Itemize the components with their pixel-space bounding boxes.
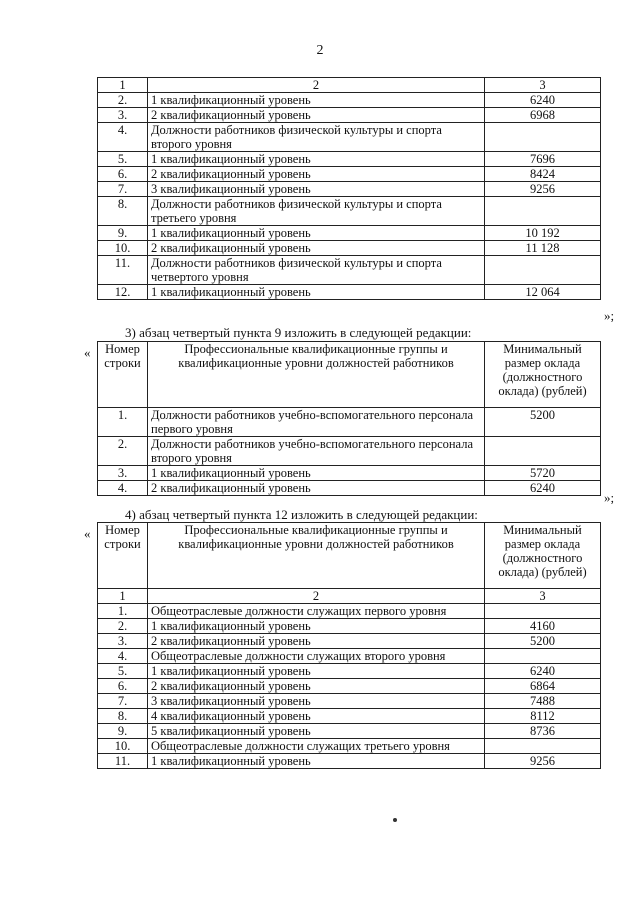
row-number: 7.: [98, 182, 148, 197]
header-row: [98, 342, 601, 408]
row-number: 3.: [98, 466, 148, 481]
row-number: 3.: [98, 634, 148, 649]
row-name: Общеотраслевые должности служащих третьего уровня: [148, 739, 485, 754]
row-number: 1.: [98, 408, 148, 437]
row-salary: [485, 123, 601, 152]
header-row-number: Номер строки: [98, 523, 148, 589]
row-salary: 6240: [485, 481, 601, 496]
row-name: 4 квалификационный уровень: [148, 709, 485, 724]
row-number: 11.: [98, 256, 148, 285]
header-groups: Профессиональные квалификационные группы и квалификационные уровни должностей работников: [148, 523, 485, 589]
table-row: [98, 619, 601, 634]
row-name: 3 квалификационный уровень: [148, 182, 485, 197]
row-salary: [485, 437, 601, 466]
table-3: [97, 522, 600, 769]
row-number: 8.: [98, 709, 148, 724]
row-name: Должности работников физической культуры и спорта четвертого уровня: [148, 256, 485, 285]
row-name: 1 квалификационный уровень: [148, 466, 485, 481]
table-row: [98, 285, 601, 300]
header-row: [98, 523, 601, 589]
col-number: 2: [148, 589, 485, 604]
row-name: 1 квалификационный уровень: [148, 664, 485, 679]
table-row: [98, 182, 601, 197]
row-number: 4.: [98, 481, 148, 496]
row-name: 2 квалификационный уровень: [148, 679, 485, 694]
row-number: 4.: [98, 123, 148, 152]
row-salary: 6968: [485, 108, 601, 123]
row-number: 2.: [98, 437, 148, 466]
row-salary: 9256: [485, 182, 601, 197]
column-number-row: [98, 78, 601, 93]
row-salary: [485, 604, 601, 619]
table-row: [98, 241, 601, 256]
row-salary: 9256: [485, 754, 601, 769]
row-salary: 8424: [485, 167, 601, 182]
row-number: 1.: [98, 604, 148, 619]
header-row-number: Номер строки: [98, 342, 148, 408]
row-name: 2 квалификационный уровень: [148, 634, 485, 649]
row-salary: 12 064: [485, 285, 601, 300]
header-salary: Минимальный размер оклада (должностного оклада) (рублей): [485, 523, 601, 589]
table-row: [98, 754, 601, 769]
row-salary: 5200: [485, 408, 601, 437]
row-name: 2 квалификационный уровень: [148, 167, 485, 182]
row-number: 12.: [98, 285, 148, 300]
row-salary: 7488: [485, 694, 601, 709]
row-salary: 5200: [485, 634, 601, 649]
row-number: 11.: [98, 754, 148, 769]
row-name: Должности работников учебно-вспомогательного персонала второго уровня: [148, 437, 485, 466]
row-name: 1 квалификационный уровень: [148, 152, 485, 167]
row-name: Должности работников физической культуры и спорта третьего уровня: [148, 197, 485, 226]
col-number: 3: [485, 589, 601, 604]
row-number: 5.: [98, 152, 148, 167]
row-name: Должности работников физической культуры и спорта второго уровня: [148, 123, 485, 152]
paragraph-3: 3) абзац четвертый пункта 9 изложить в следующей редакции:: [125, 325, 472, 340]
row-number: 5.: [98, 664, 148, 679]
row-salary: 5720: [485, 466, 601, 481]
row-number: 10.: [98, 739, 148, 754]
table-1: [97, 77, 600, 300]
row-salary: [485, 256, 601, 285]
row-number: 10.: [98, 241, 148, 256]
row-salary: 6864: [485, 679, 601, 694]
row-name: 2 квалификационный уровень: [148, 108, 485, 123]
row-salary: 6240: [485, 664, 601, 679]
table-row: [98, 466, 601, 481]
table-row: [98, 604, 601, 619]
row-name: 1 квалификационный уровень: [148, 619, 485, 634]
table-row: [98, 108, 601, 123]
row-name: 1 квалификационный уровень: [148, 754, 485, 769]
col-number: 1: [98, 589, 148, 604]
table-row: [98, 664, 601, 679]
row-salary: 8112: [485, 709, 601, 724]
table-row: [98, 694, 601, 709]
scan-speck: [393, 818, 397, 822]
header-salary: Минимальный размер оклада (должностного оклада) (рублей): [485, 342, 601, 408]
paragraph-4: 4) абзац четвертый пункта 12 изложить в следующей редакции:: [125, 507, 478, 522]
table-row: [98, 123, 601, 152]
row-number: 3.: [98, 108, 148, 123]
row-name: 3 квалификационный уровень: [148, 694, 485, 709]
row-salary: 10 192: [485, 226, 601, 241]
table-row: [98, 724, 601, 739]
table-row: [98, 739, 601, 754]
row-number: 8.: [98, 197, 148, 226]
row-number: 2.: [98, 619, 148, 634]
row-name: 1 квалификационный уровень: [148, 285, 485, 300]
row-number: 9.: [98, 226, 148, 241]
row-number: 7.: [98, 694, 148, 709]
row-number: 9.: [98, 724, 148, 739]
row-salary: 11 128: [485, 241, 601, 256]
col-number: 2: [148, 78, 485, 93]
row-salary: [485, 649, 601, 664]
row-name: 1 квалификационный уровень: [148, 93, 485, 108]
row-number: 6.: [98, 679, 148, 694]
row-name: 2 квалификационный уровень: [148, 481, 485, 496]
row-name: Общеотраслевые должности служащих второго уровня: [148, 649, 485, 664]
opening-quote: «: [84, 526, 91, 541]
col-number: 1: [98, 78, 148, 93]
table-row: [98, 93, 601, 108]
row-name: Общеотраслевые должности служащих первого уровня: [148, 604, 485, 619]
table-row: [98, 197, 601, 226]
table-row: [98, 167, 601, 182]
row-name: 5 квалификационный уровень: [148, 724, 485, 739]
row-number: 2.: [98, 93, 148, 108]
table-row: [98, 408, 601, 437]
row-salary: 7696: [485, 152, 601, 167]
table-2: [97, 341, 600, 496]
row-name: 1 квалификационный уровень: [148, 226, 485, 241]
row-salary: 4160: [485, 619, 601, 634]
table-row: [98, 649, 601, 664]
row-salary: 8736: [485, 724, 601, 739]
table-row: [98, 437, 601, 466]
table-row: [98, 256, 601, 285]
page-number: 2: [316, 43, 324, 58]
row-number: 4.: [98, 649, 148, 664]
closing-quote: »;: [604, 308, 615, 323]
row-number: 6.: [98, 167, 148, 182]
row-name: 2 квалификационный уровень: [148, 241, 485, 256]
row-salary: [485, 197, 601, 226]
table-row: [98, 481, 601, 496]
row-name: Должности работников учебно-вспомогательного персонала первого уровня: [148, 408, 485, 437]
table-row: [98, 226, 601, 241]
row-salary: 6240: [485, 93, 601, 108]
table-row: [98, 709, 601, 724]
closing-quote: »;: [604, 490, 615, 505]
row-salary: [485, 739, 601, 754]
table-row: [98, 634, 601, 649]
table-row: [98, 679, 601, 694]
column-number-row: [98, 589, 601, 604]
table-row: [98, 152, 601, 167]
header-groups: Профессиональные квалификационные группы и квалификационные уровни должностей работников: [148, 342, 485, 408]
col-number: 3: [485, 78, 601, 93]
opening-quote: «: [84, 345, 91, 360]
